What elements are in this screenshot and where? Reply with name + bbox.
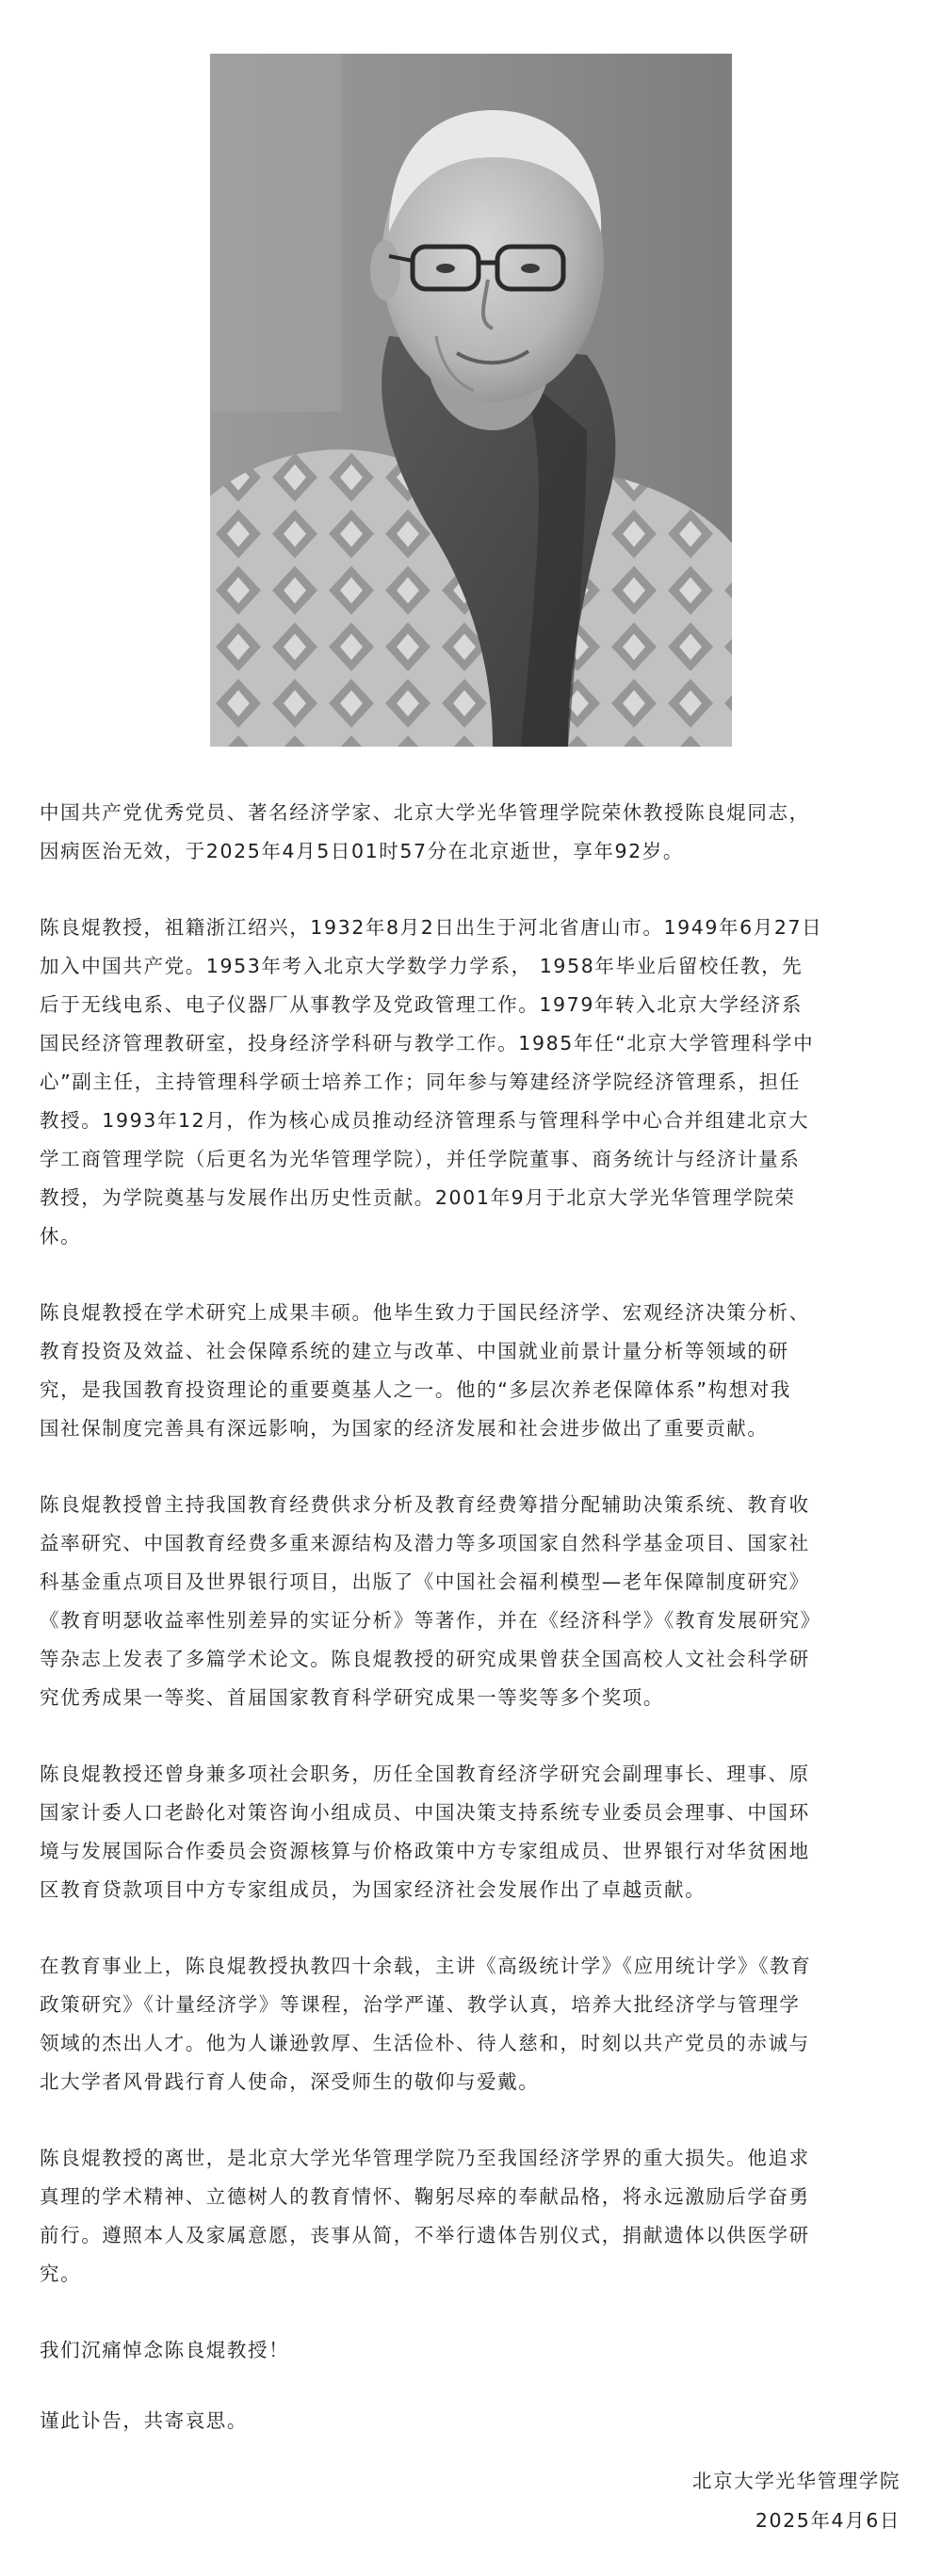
obituary-body [40, 794, 904, 2472]
signature-date: 2025年4月6日 [755, 2509, 901, 2532]
social-roles-paragraph: 陈良焜教授还曾身兼多项社会职务，历任全国教育经济学研究会副理事长、理事、原 国家计委人口老龄化对策咨询小组成员、中国决策支持系统专业委员会理事、中国环 境与发展国际合作委员会资源核算与价格政策中方专家组成员、世界银行对华贫困地 区教育贷款项目中方专家组成员，为国家经济社会发展作出了卓越贡献。 [40, 1763, 810, 1901]
closing-line: 谨此讣告，共寄哀思。 [40, 2409, 248, 2432]
research-paragraph: 陈良焜教授在学术研究上成果丰硕。他毕生致力于国民经济学、宏观经济决策分析、 教育投资及效益、社会保障系统的建立与改革、中国就业前景计量分析等领域的研 究，是我国教育投资理论的重要奠基人之一。他的“多层次养老保障体系”构想对我 国社保制度完善具有深远影响，为国家的经济发展和社会进步做出了重要贡献。 [40, 1301, 810, 1440]
projects-paragraph: 陈良焜教授曾主持我国教育经费供求分析及教育经费筹措分配辅助决策系统、教育收 益率研究、中国教育经费多重来源结构及潜力等多项国家自然科学基金项目、国家社 科基金重点项目及世界银行项目，出版了《中国社会福利模型—老年保障制度研究》 《教育明瑟收益率性别差异的实证分析》等著作，并在《经济科学》《教育发展研究》 等杂志上发表了多篇学术论文。陈良焜教授的研究成果曾获全国高校人文社会科学研 究优秀成果一等奖、首届国家教育科学研究成果一等奖等多个奖项。 [40, 1493, 821, 1709]
obituary-announcement: 中国共产党优秀党员、著名经济学家、北京大学光华管理学院荣休教授陈良焜同志， 因病医治无效，于2025年4月5日01时57分在北京逝世，享年92岁。 [40, 801, 810, 862]
biography-paragraph: 陈良焜教授，祖籍浙江绍兴，1932年8月2日出生于河北省唐山市。1949年6月27日 加入中国共产党。1953年考入北京大学数学力学系， 1958年毕业后留校任教，先 后于无线电系、电子仪器厂从事教学及党政管理工作。1979年转入北京大学经济系 国民经济管理教研室，投身经济学科研与教学工作。1985年任“北京大学管理科学中 心”副主任，主持管理科学硕士培养工作；同年参与筹建经济学院经济管理系，担任 教授。1993年12月，作为核心成员推动经济管理系与管理科学中心合并组建北京大 学工商管理学院（后更名为光华管理学院），并任学院董事、商务统计与经济计量系 教授，为学院奠基与发展作出历史性贡献。2001年9月于北京大学光华管理学院荣 休。 [40, 916, 823, 1248]
tribute-paragraph: 陈良焜教授的离世，是北京大学光华管理学院乃至我国经济学界的重大损失。他追求 真理的学术精神、立德树人的教育情怀、鞠躬尽瘁的奉献品格，将永远激励后学奋勇 前行。遵照本人及家属意愿，丧事从简，不举行遗体告别仪式，捐献遗体以供医学研 究。 [40, 2147, 810, 2285]
signature-block [692, 2461, 901, 2540]
portrait-photo-icon [210, 54, 732, 747]
portrait-photo [210, 54, 732, 747]
mourning-line: 我们沉痛悼念陈良焜教授！ [40, 2339, 290, 2361]
teaching-paragraph: 在教育事业上，陈良焜教授执教四十余载，主讲《高级统计学》《应用统计学》《教育 政策研究》《计量经济学》等课程，治学严谨、教学认真，培养大批经济学与管理学 领域的杰出人才。他为人谦逊敦厚、生活俭朴、待人慈和，时刻以共产党员的赤诚与 北大学者风骨践行育人使命，深受师生的敬仰与爱戴。 [40, 1955, 812, 2093]
signature-org: 北京大学光华管理学院 [692, 2470, 901, 2492]
